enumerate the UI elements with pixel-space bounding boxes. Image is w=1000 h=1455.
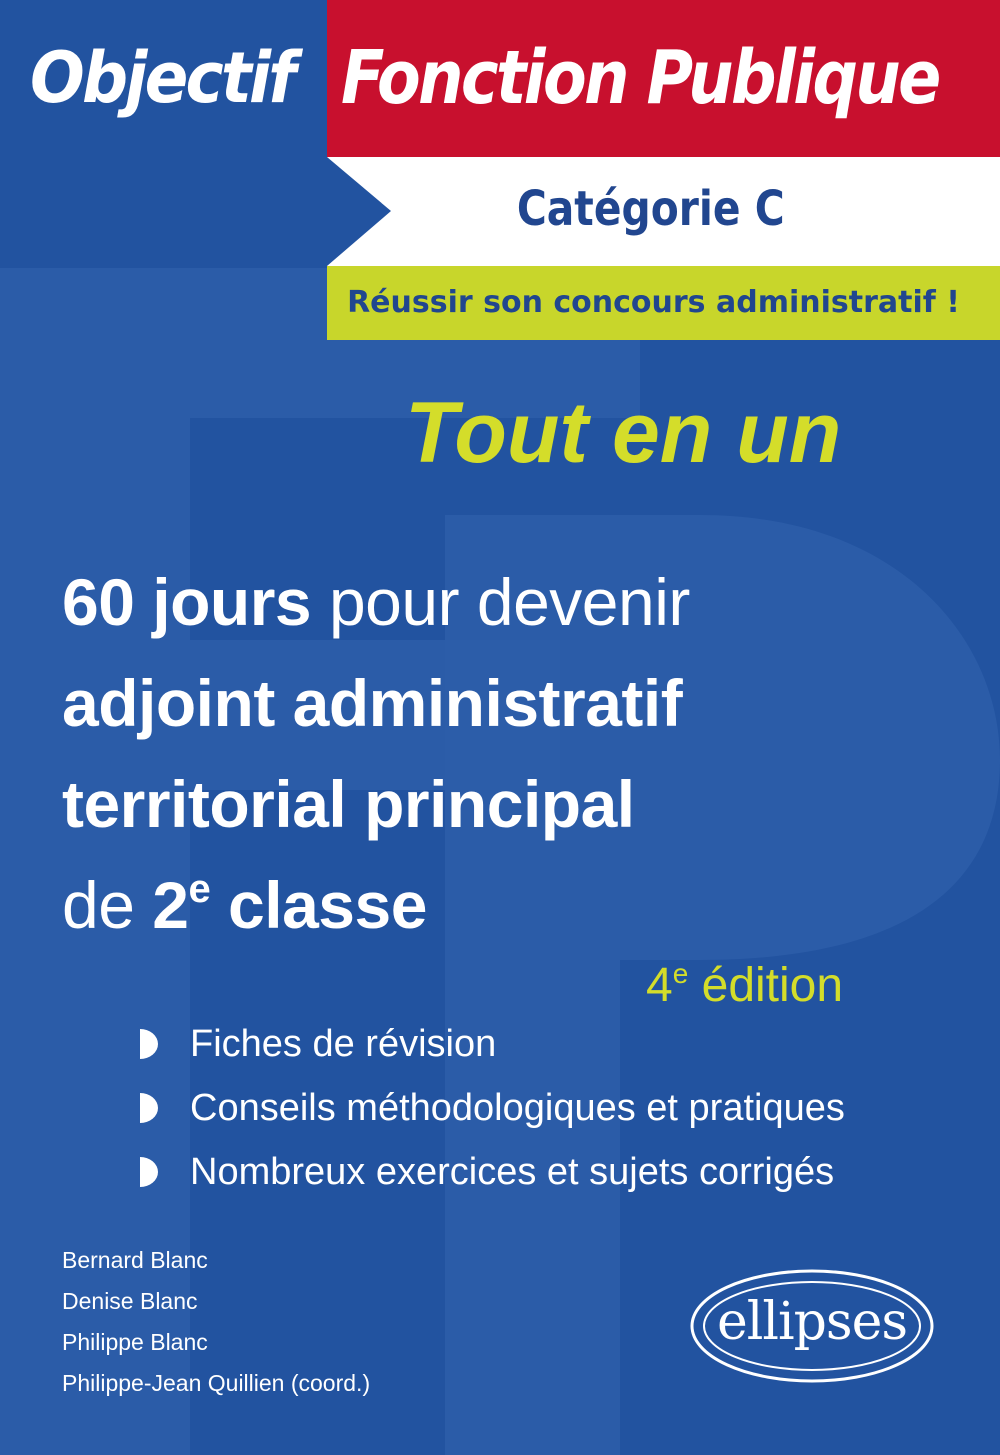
half-circle-bullet-icon <box>140 1029 158 1059</box>
title-line-1-rest: pour devenir <box>311 565 690 639</box>
title-line-1 <box>62 552 690 653</box>
feature-item <box>140 1140 845 1204</box>
feature-text: Fiches de révision <box>190 1023 497 1065</box>
title-days: 60 jours <box>62 565 312 639</box>
title-line-4-prefix: de <box>62 868 153 942</box>
author-name: Denise Blanc <box>62 1288 198 1314</box>
edition-word: édition <box>688 959 844 1012</box>
category-label: Catégorie C <box>516 181 785 237</box>
title-class-number: 2 <box>152 868 189 942</box>
title-class-word: classe <box>210 868 427 942</box>
headline: Tout en un <box>405 385 842 481</box>
series-name-band <box>327 0 1000 157</box>
publisher-name: ellipses <box>716 1292 908 1352</box>
edition-label <box>646 954 843 1018</box>
arrow-pointer <box>327 157 397 266</box>
feature-item <box>140 1076 845 1140</box>
half-circle-bullet-icon <box>140 1093 158 1123</box>
half-circle-bullet-icon <box>140 1157 158 1187</box>
edition-number: 4 <box>646 959 673 1012</box>
book-title <box>62 552 690 956</box>
feature-item <box>140 1012 845 1076</box>
title-line-3-text: territorial principal <box>62 767 635 841</box>
author-list <box>62 1240 370 1404</box>
feature-list <box>140 1012 845 1204</box>
author-name: Bernard Blanc <box>62 1247 208 1273</box>
tagline: Réussir son concours administratif ! <box>347 285 960 320</box>
feature-text: Conseils méthodologiques et pratiques <box>190 1087 845 1129</box>
title-line-3 <box>62 754 690 855</box>
category-band <box>327 157 1000 266</box>
series-name: Fonction Publique <box>341 35 939 121</box>
title-class-suffix: e <box>188 867 211 911</box>
tagline-band <box>327 266 1000 340</box>
title-line-4 <box>62 855 690 956</box>
edition-suffix: e <box>672 958 689 989</box>
title-line-2 <box>62 653 690 754</box>
author-name: Philippe-Jean Quillien (coord.) <box>62 1370 371 1396</box>
author-name: Philippe Blanc <box>62 1329 208 1355</box>
series-objectif: Objectif <box>30 37 294 119</box>
feature-text: Nombreux exercices et sujets corrigés <box>190 1151 835 1193</box>
title-line-2-text: adjoint administratif <box>62 666 683 740</box>
